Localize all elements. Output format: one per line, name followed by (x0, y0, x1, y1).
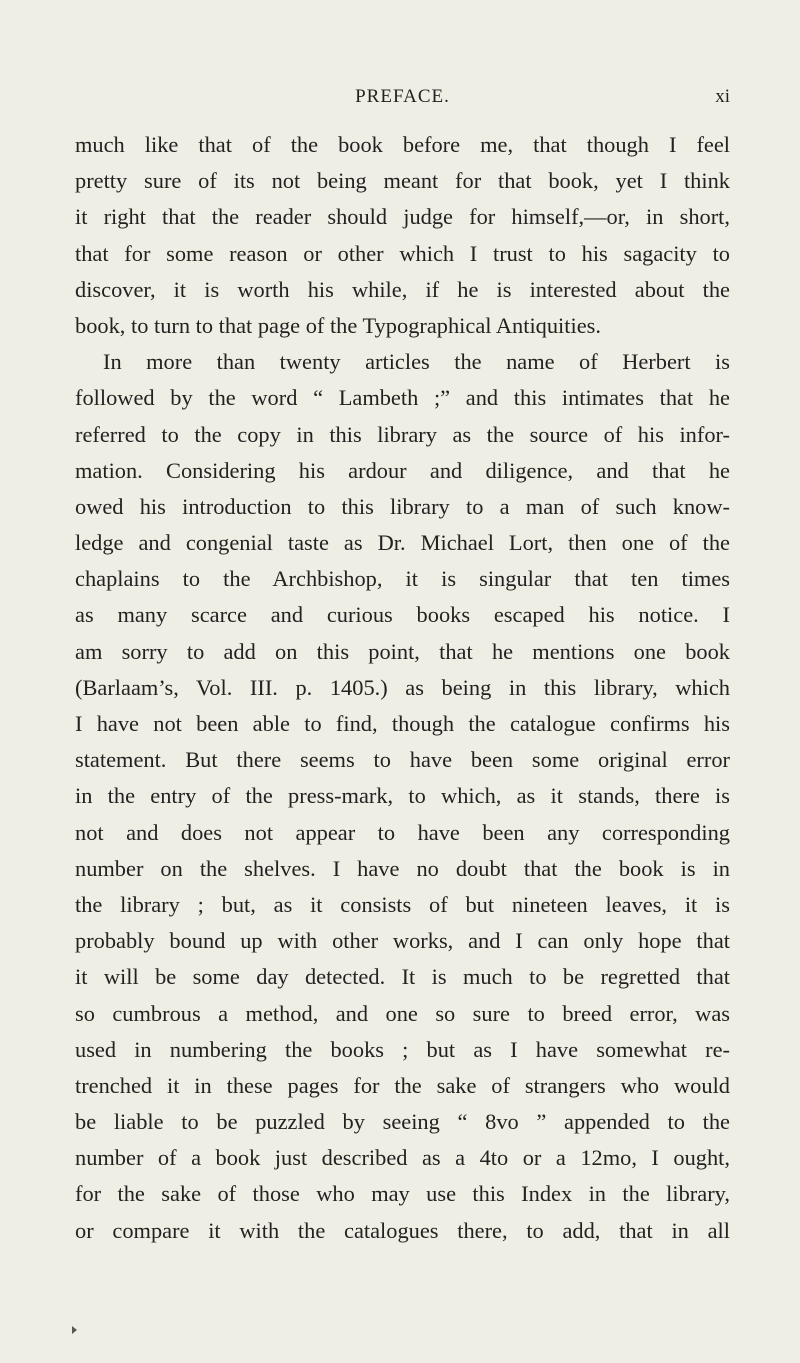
text-line: owed his introduction to this library to a man of such know- (75, 493, 730, 519)
text-line: discover, it is worth his while, if he is interested about the (75, 276, 730, 302)
page-number: xi (715, 86, 730, 107)
body-text (75, 127, 730, 1249)
text-line: referred to the copy in this library as the source of his infor- (75, 421, 730, 447)
running-title: PREFACE. (355, 86, 450, 107)
text-line: I have not been able to find, though the catalogue confirms his (75, 711, 730, 736)
text-line: not and does not appear to have been any corresponding (75, 819, 730, 845)
text-line: pretty sure of its not being meant for that book, yet I think (75, 168, 730, 194)
text-line: trenched it in these pages for the sake of strangers who would (75, 1072, 730, 1098)
text-line: (Barlaam’s, Vol. III. p. 1405.) as being in this library, which (75, 674, 730, 700)
text-line: as many scarce and curious books escaped his notice. I (75, 602, 730, 628)
text-line: followed by the word “ Lambeth ;” and this intimates that he (75, 385, 730, 411)
text-line: or compare it with the catalogues there, to add, that in all (75, 1217, 730, 1243)
text-line: be liable to be puzzled by seeing “ 8vo ” appended to the (75, 1109, 730, 1135)
text-line: probably bound up with other works, and I can only hope that (75, 928, 730, 954)
text-line: it will be some day detected. It is much to be regretted that (75, 964, 730, 990)
text-line: it right that the reader should judge for himself,—or, in short, (75, 204, 730, 230)
text-line: the library ; but, as it consists of but nineteen leaves, it is (75, 891, 730, 917)
text-line: so cumbrous a method, and one so sure to breed error, was (75, 1000, 730, 1026)
text-line: for the sake of those who may use this Index in the library, (75, 1181, 730, 1207)
printers-mark-arrow-icon (72, 1326, 77, 1334)
text-line: statement. But there seems to have been some original error (75, 747, 730, 773)
text-line: much like that of the book before me, that though I feel (75, 132, 730, 157)
text-line: am sorry to add on this point, that he mentions one book (75, 638, 730, 664)
text-line: chaplains to the Archbishop, it is singular that ten times (75, 566, 730, 592)
text-line: that for some reason or other which I trust to his sagacity to (75, 240, 730, 266)
text-line: in the entry of the press-mark, to which, as it stands, there is (75, 783, 730, 809)
page-header (75, 86, 730, 116)
text-line: mation. Considering his ardour and diligence, and that he (75, 457, 730, 483)
text-line-paragraph-start: In more than twenty articles the name of Herbert is (103, 349, 730, 375)
text-line: number on the shelves. I have no doubt that the book is in (75, 855, 730, 881)
text-line-paragraph-end: book, to turn to that page of the Typographical Antiquities. (75, 312, 601, 338)
text-line: ledge and congenial taste as Dr. Michael Lort, then one of the (75, 530, 730, 556)
text-line: number of a book just described as a 4to or a 12mo, I ought, (75, 1145, 730, 1171)
text-line: used in numbering the books ; but as I have somewhat re- (75, 1036, 730, 1062)
